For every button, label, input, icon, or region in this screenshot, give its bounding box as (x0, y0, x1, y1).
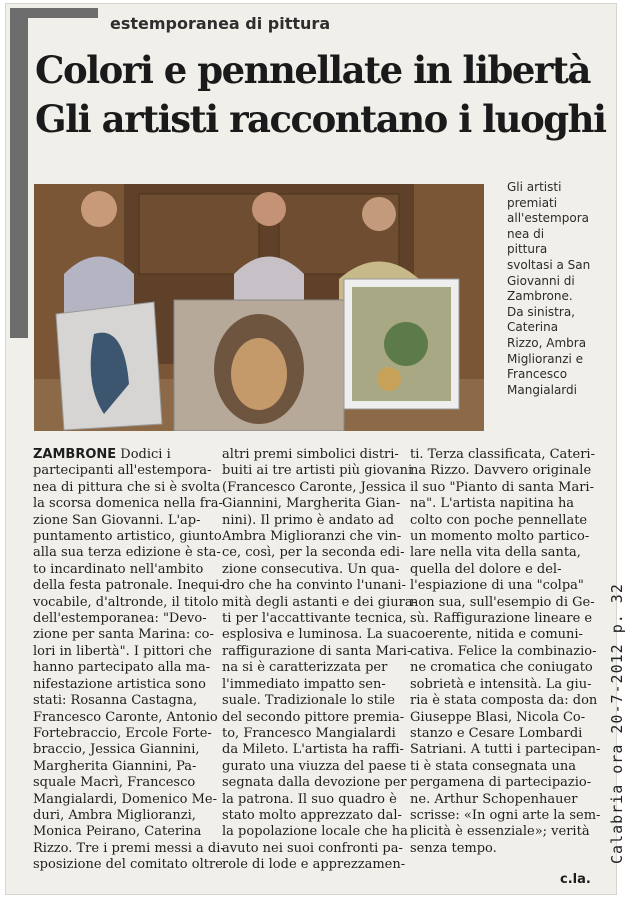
article-line: puntamento artistico, giunto (33, 529, 222, 545)
article-line: segnata dalla devozione per (222, 775, 407, 791)
caption-line: Da sinistra, (507, 304, 575, 319)
caption-line: Gli artisti (507, 180, 562, 194)
article-line: mità degli astanti e dei giura- (222, 594, 417, 610)
caption-line: Miglioranzi e (507, 351, 584, 366)
article-line: zione San Giovanni. L'ap- (33, 512, 201, 528)
article-line: ce, così, per la seconda edi- (222, 545, 405, 561)
article-line: il suo "Pianto di santa Mari- (410, 479, 594, 495)
article-line: zione consecutiva. Un qua- (222, 561, 400, 577)
article-line: vocabile, d'altronde, il titolo (33, 594, 219, 610)
article-line: lori in libertà". I pittori che (33, 643, 212, 659)
article-line: partecipanti all'estempora- (33, 463, 212, 479)
caption-line: all'estempora (507, 211, 589, 226)
article-line: Fortebraccio, Ercole Forte- (33, 725, 212, 741)
article-line: stanzo e Cesare Lombardi (410, 725, 583, 741)
dateline: ZAMBRONE (33, 447, 117, 462)
photo-caption (507, 180, 615, 398)
article-line: pergamena di partecipazio- (410, 775, 592, 791)
article-line: ti è stata consegnata una (410, 758, 576, 774)
article-line: raffigurazione di santa Mari- (222, 643, 412, 659)
article-line: ne cromatica che coniugato (410, 660, 593, 676)
article-line: to incardinato nell'ambito (33, 561, 204, 577)
handwritten-source-note: Calabria ora 20-7-2012 p. 32 (608, 583, 626, 864)
article-line: role di lode e apprezzamen- (222, 857, 406, 873)
article-line: ria è stata composta da: don (410, 693, 598, 709)
article-line: duri, Ambra Miglioranzi, (33, 807, 196, 823)
article-line: squale Macrì, Francesco (33, 775, 196, 791)
article-line: braccio, Jessica Giannini, (33, 742, 200, 758)
article-line: cativa. Felice la combinazio- (410, 643, 597, 659)
caption-line: premiati (507, 195, 558, 210)
headline-line-2: Gli artisti raccontano i luoghi (35, 97, 606, 141)
article-line: l'espiazione di una "colpa" (410, 578, 584, 594)
article-line: l'immediato impatto sen- (222, 676, 386, 692)
article-line: non sua, sull'esempio di Ge- (410, 594, 595, 610)
caption-line: Giovanni di (507, 273, 575, 288)
article-column-2 (222, 447, 417, 874)
article-line: stato molto apprezzato dal- (222, 807, 402, 823)
article-line: colto con poche pennellate (410, 512, 588, 528)
article-line: (Francesco Caronte, Jessica (222, 479, 407, 495)
article-line: dell'estemporanea: "Devo- (33, 611, 207, 627)
article-line: del secondo pittore premia- (222, 709, 405, 725)
article-line: na Rizzo. Davvero originale (410, 463, 592, 479)
article-line: dro che ha convinto l'unani- (222, 578, 406, 594)
article-line: Monica Peirano, Caterina (33, 824, 202, 840)
article-line: na". L'artista napitina ha (410, 496, 575, 512)
caption-line: Mangialardi (507, 382, 577, 397)
article-photo (34, 184, 484, 431)
article-line: esplosiva e luminosa. La sua (222, 627, 410, 643)
article-line: zione per santa Marina: co- (33, 627, 214, 643)
article-line: Mangialardi, Domenico Me- (33, 791, 217, 807)
article-line: altri premi simbolici distri- (222, 447, 399, 462)
article-line: nifestazione artistica sono (33, 676, 206, 692)
article-line: ti per l'accattivante tecnica, (222, 611, 407, 627)
article-line: hanno partecipato alla ma- (33, 660, 211, 676)
article-line: la scorsa domenica nella fra- (33, 496, 223, 512)
article-line: alla sua terza edizione è sta- (33, 545, 221, 561)
section-kicker: estemporanea di pittura (110, 14, 331, 33)
article-line: nea di pittura che si è svolta (33, 479, 221, 495)
article-line: plicità è essenziale»; verità (410, 824, 590, 840)
article-line: Giannini, Margherita Gian- (222, 496, 401, 512)
article-line: buiti ai tre artisti più giovani (222, 463, 413, 479)
article-line: della festa patronale. Inequi- (33, 578, 224, 594)
article-line: stati: Rosanna Castagna, (33, 693, 198, 709)
article-line: Margherita Giannini, Pa- (33, 758, 197, 774)
article-line: la patrona. Il suo quadro è (222, 791, 397, 807)
article-line: ti. Terza classificata, Cateri- (410, 447, 595, 462)
article-line: nini). Il primo è andato ad (222, 512, 395, 528)
caption-line: svoltasi a San (507, 257, 591, 272)
article-line: na si è caratterizzata per (222, 660, 388, 676)
article-text: Dodici i (116, 447, 171, 462)
article-line: Francesco Caronte, Antonio (33, 709, 218, 725)
article-line: avuto nei suoi confronti pa- (222, 840, 403, 856)
article-line: to, Francesco Mangialardi (222, 725, 396, 741)
article-line: scrisse: «In ogni arte la sem- (410, 807, 601, 823)
caption-line: Caterina (507, 320, 559, 335)
caption-line: nea di (507, 226, 545, 241)
caption-line: Rizzo, Ambra (507, 335, 587, 350)
caption-line: Zambrone. (507, 289, 573, 304)
article-line: Giuseppe Blasi, Nicola Co- (410, 709, 586, 725)
article-line (33, 447, 213, 463)
article-line: coerente, nitida e comuni- (410, 627, 583, 643)
article-line: la popolazione locale che ha (222, 824, 408, 840)
article-line: Ambra Miglioranzi che vin- (222, 529, 402, 545)
article-line: sposizione del comitato oltre (33, 857, 223, 873)
article-line: quella del dolore e del- (410, 561, 562, 577)
section-accent-top (28, 8, 98, 18)
article-line: senza tempo. (410, 840, 497, 856)
caption-line: pittura (507, 242, 548, 257)
author-signature: c.la. (560, 872, 591, 887)
article-line: suale. Tradizionale lo stile (222, 693, 395, 709)
article-line: gurato una viuzza del paese (222, 758, 407, 774)
article-line: un momento molto partico- (410, 529, 590, 545)
article-line: Satriani. A tutti i partecipan- (410, 742, 601, 758)
section-accent-bar (10, 8, 28, 338)
article-line: ne. Arthur Schopenhauer (410, 791, 578, 807)
article-line: sobrietà e intensità. La giu- (410, 676, 592, 692)
article-line: Rizzo. Tre i premi messi a di- (33, 840, 225, 856)
headline-line-1: Colori e pennellate in libertà (35, 48, 590, 92)
article-column-1 (33, 447, 225, 874)
article-line: lare nella vita della santa, (410, 545, 581, 561)
article-line: da Mileto. L'artista ha raffi- (222, 742, 404, 758)
article-line: sù. Raffigurazione lineare e (410, 611, 593, 627)
caption-line: Francesco (507, 367, 568, 382)
article-column-3 (410, 447, 601, 857)
